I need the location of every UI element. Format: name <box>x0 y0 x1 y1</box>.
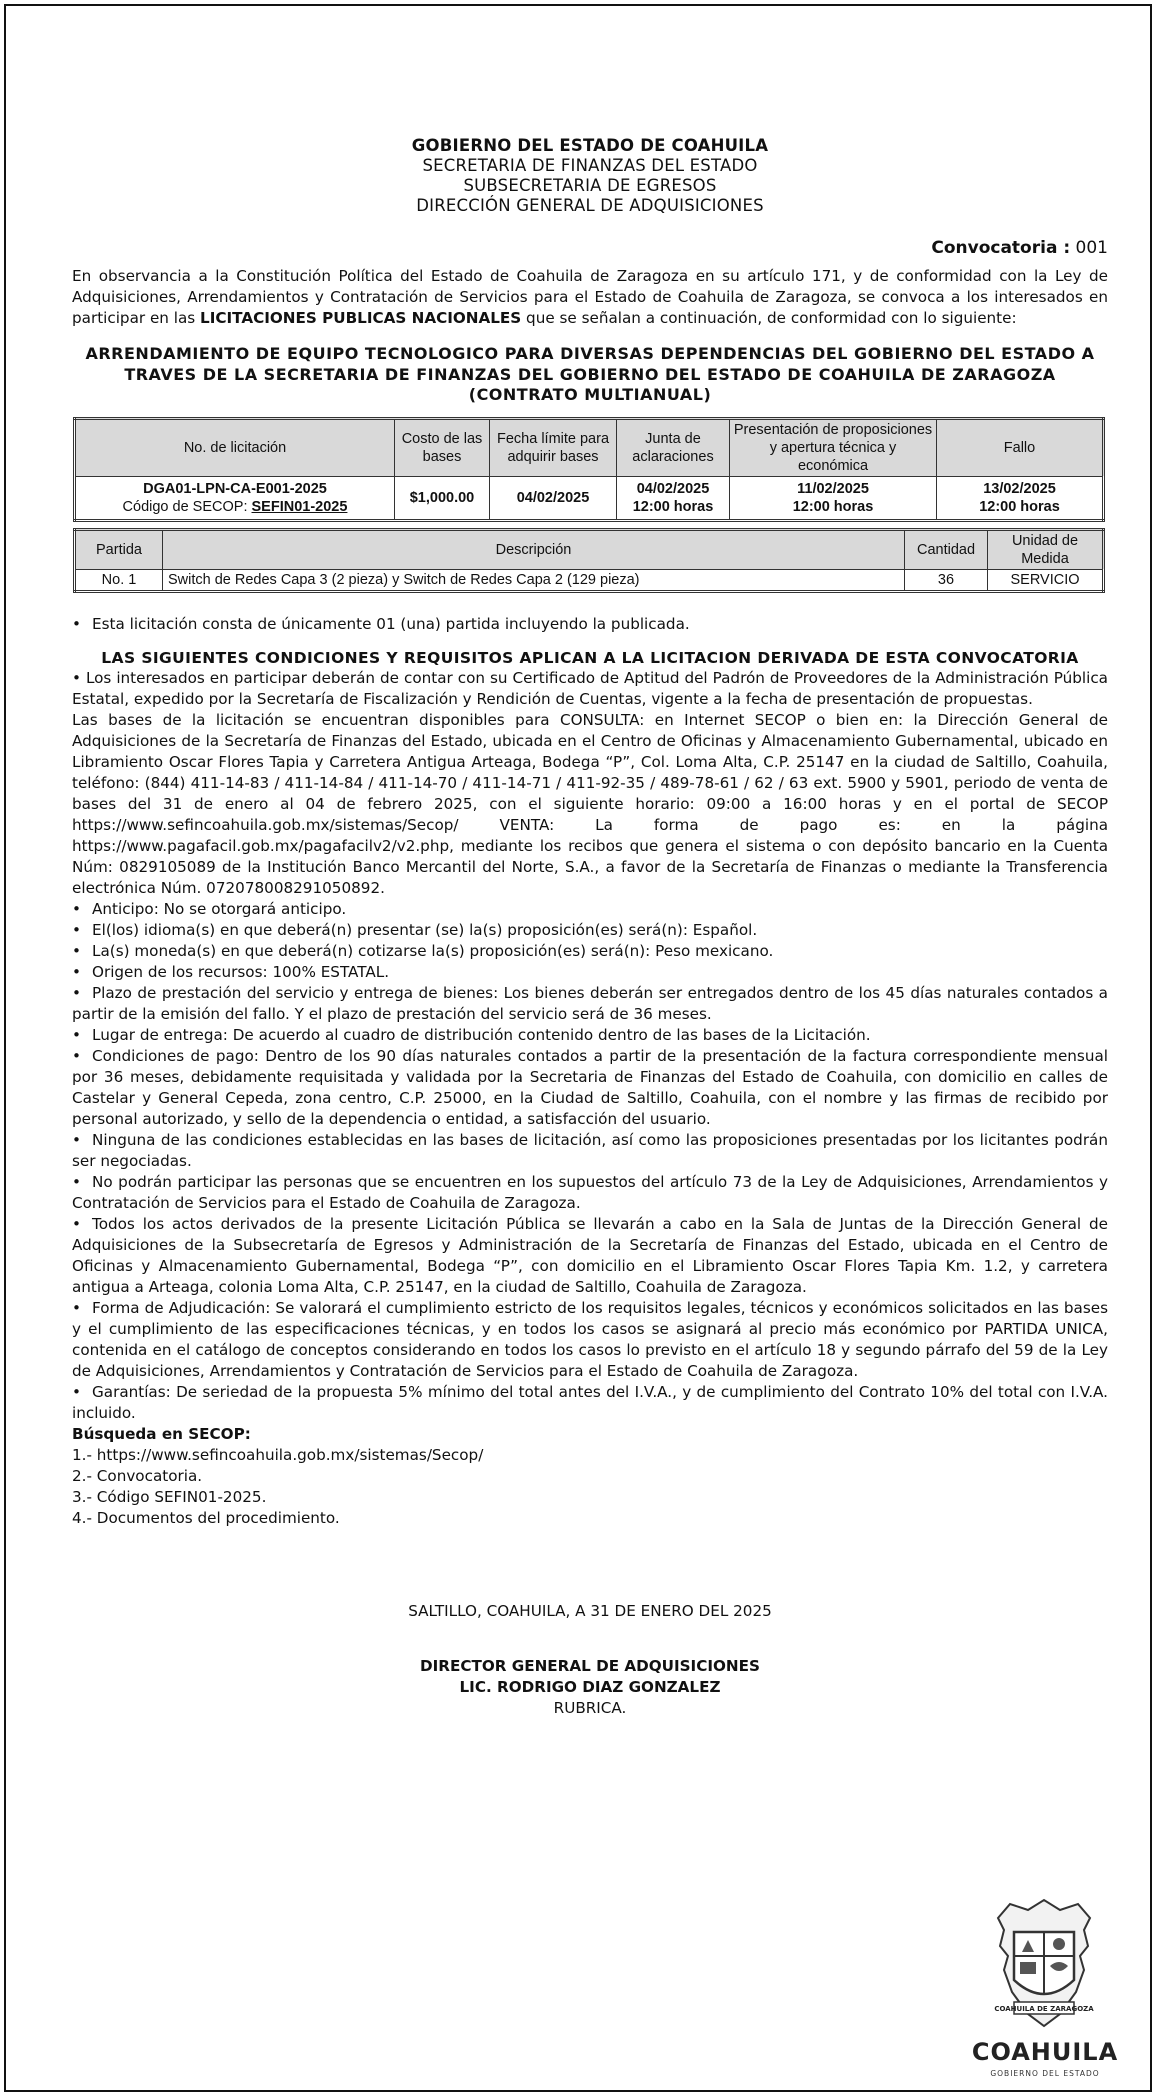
document-header <box>72 136 1108 216</box>
bullet-icon: • <box>72 1046 81 1065</box>
items-table <box>73 528 1105 593</box>
list-item <box>72 899 1108 920</box>
tender-title-line-3: (CONTRATO MULTIANUAL) <box>468 385 712 404</box>
list-item <box>72 1172 1108 1214</box>
tender-title <box>72 344 1108 406</box>
header-line-1: GOBIERNO DEL ESTADO DE COAHUILA <box>411 136 769 155</box>
cell-licitacion <box>75 476 395 520</box>
junta-time: 12:00 horas <box>632 498 714 515</box>
conditions-body <box>72 668 1108 1529</box>
conditions-title: LAS SIGUIENTES CONDICIONES Y REQUISITOS APLICAN A LA LICITACION DERIVADA DE ESTA CONVOCATORIA <box>101 648 1079 667</box>
list-item-text: Plazo de prestación del servicio y entrega de bienes: Los bienes deberán ser entregados dentro de los 45 días naturales contados a partir de la emisión del fallo. Y el plazo de prestación del servicio será de 36 meses. <box>72 983 1108 1023</box>
logo-subtitle: GOBIERNO DEL ESTADO <box>990 2069 1100 2078</box>
list-item-text: Garantías: De seriedad de la propuesta 5% mínimo del total antes del I.V.A., y de cumplimiento del Contrato 10% del total con I.V.A. incluido. <box>72 1382 1108 1422</box>
list-item-text: La(s) moneda(s) en que deberá(n) cotizarse la(s) proposición(es) será(n): Peso mexicano. <box>92 941 774 960</box>
col-fecha-limite: Fecha límite para adquirir bases <box>490 418 617 476</box>
convocatoria-number <box>72 238 1108 258</box>
bullet-icon: • <box>72 1382 81 1401</box>
col-descripcion: Descripción <box>163 529 905 569</box>
signer-name: LIC. RODRIGO DIAZ GONZALEZ <box>459 1677 721 1696</box>
header-line-4: DIRECCIÓN GENERAL DE ADQUISICIONES <box>416 196 764 215</box>
cell-descripcion: Switch de Redes Capa 3 (2 pieza) y Switch de Redes Capa 2 (129 pieza) <box>163 569 905 591</box>
col-cantidad: Cantidad <box>905 529 988 569</box>
list-item <box>72 1130 1108 1172</box>
fallo-time: 12:00 horas <box>979 498 1060 515</box>
bullet-icon: • <box>72 1025 81 1044</box>
list-item-text: Ninguna de las condiciones establecidas en las bases de licitación, así como las proposiciones presentadas por los licitantes podrán ser negociadas. <box>72 1130 1108 1170</box>
cell-fecha-limite: 04/02/2025 <box>490 476 617 520</box>
col-junta: Junta de aclaraciones <box>617 418 730 476</box>
secop-label: Código de SECOP: <box>122 498 248 515</box>
coat-of-arms-icon <box>988 1896 1100 2036</box>
list-item-text: Condiciones de pago: Dentro de los 90 días naturales contados a partir de la presentación de la factura correspondiente mensual por 36 meses, debidamente requisitada y validada por la Secretaria de Finanzas del Estado de Coahuila, con domicilio en calles de Castelar y General Cepeda, zona centro, C.P. 25000, en la Ciudad de Saltillo, Coahuila, con el nombre y las firmas de recibido por personal autorizado, y sello de la dependencia o entidad, a satisfacción del usuario. <box>72 1046 1108 1128</box>
list-item-text: Forma de Adjudicación: Se valorará el cumplimiento estricto de los requisitos legales, técnicos y económicos solicitados en las bases y el cumplimiento de las especificaciones técnicas, y en todos los casos se asignará al precio más económico por PARTIDA UNICA, contenida en el catálogo de conceptos considerando en todos los casos lo previsto en el artículo 18 y segundo párrafo del 59 de la Ley de Adquisiciones, Arrendamientos y Contratación de Servicios para el Estado de Coahuila de Zaragoza. <box>72 1298 1108 1380</box>
list-item <box>72 962 1108 983</box>
items-table-header-row <box>75 529 1104 569</box>
secop-search-title: Búsqueda en SECOP: <box>72 1424 251 1443</box>
bullet-icon: • <box>72 1298 81 1317</box>
list-item <box>72 1214 1108 1298</box>
bullet-icon: • <box>72 614 81 633</box>
cell-fallo <box>937 476 1104 520</box>
condition-paragraph-2: Las bases de la licitación se encuentran disponibles para CONSULTA: en Internet SECOP o bien en: la Dirección General de Adquisiciones de la Secretaría de Finanzas del Estado, ubicada en el Centro de Oficinas y Almacenamiento Gubernamental, ubicado en Libramiento Oscar Flores Tapia y Carretera Antigua Arteaga, Bodega “P”, Col. Loma Alta, C.P. 25147 en la ciudad de Saltillo, Coahuila, teléfono: (844) 411-14-83 / 411-14-84 / 411-14-70 / 411-14-71 / 411-92-35 / 489-78-61 / 62 / 63 ext. 5900 y 5901, periodo de venta de bases del 31 de enero al 04 de febrero 2025, con el siguiente horario: 09:00 a 16:00 horas y en el portal de SECOP https://www.sefincoahuila.gob.mx/sistemas/Secop/ VENTA: La forma de pago es: en la página https://www.pagafacil.gob.mx/pagafacilv2/v2.php, mediante los recibos que genera el sistema o con depósito bancario en la Cuenta Núm: 0829105089 de la Institución Banco Mercantil del Norte, S.A., a favor de la Secretaría de Finanzas o mediante la Transferencia electrónica Núm. 072078008291050892. <box>72 710 1108 897</box>
header-line-2: SECRETARIA DE FINANZAS DEL ESTADO <box>422 156 758 175</box>
col-partida: Partida <box>75 529 163 569</box>
bullet-icon: • <box>72 983 81 1002</box>
signature-block <box>72 1601 1108 1719</box>
cell-costo: $1,000.00 <box>395 476 490 520</box>
place-date: SALTILLO, COAHUILA, A 31 DE ENERO DEL 2025 <box>408 1601 772 1620</box>
intro-text-2: que se señalan a continuación, de conformidad con lo siguiente: <box>521 309 1017 327</box>
tender-title-line-1: ARRENDAMIENTO DE EQUIPO TECNOLOGICO PARA DIVERSAS DEPENDENCIAS DEL GOBIERNO DEL ESTADO A <box>85 344 1095 363</box>
licitacion-number: DGA01-LPN-CA-E001-2025 <box>143 480 327 497</box>
bullet-icon: • <box>72 1214 81 1233</box>
list-item <box>72 983 1108 1025</box>
coahuila-logo <box>970 1896 1120 2078</box>
list-item-text: No podrán participar las personas que se encuentren en los supuestos del artículo 73 de la Ley de Adquisiciones, Arrendamientos y Contratación de Servicios para el Estado de Coahuila de Zaragoza. <box>72 1172 1108 1212</box>
col-costo: Costo de las bases <box>395 418 490 476</box>
cell-junta <box>617 476 730 520</box>
secop-code: SEFIN01-2025 <box>251 498 348 515</box>
list-item <box>72 1046 1108 1130</box>
secop-search-step-3: 3.- Código SEFIN01-2025. <box>72 1487 267 1506</box>
bullet-icon: • <box>72 920 81 939</box>
col-fallo: Fallo <box>937 418 1104 476</box>
bullet-icon: • <box>72 941 81 960</box>
presentacion-date: 11/02/2025 <box>797 480 869 497</box>
header-line-3: SUBSECRETARIA DE EGRESOS <box>463 176 717 195</box>
bullet-icon: • <box>72 1130 81 1149</box>
bullet-icon: • <box>72 1172 81 1191</box>
bullet-icon: • <box>72 962 81 981</box>
intro-text-1: En observancia a la Constitución Política del Estado de Coahuila de Zaragoza en su artículo 171, y de conformidad con la Ley de Adquisiciones, Arrendamientos y Contratación de Servicios para el Estado de Coahuila de Zaragoza, se convoca a los interesados en participar en las <box>72 267 1108 327</box>
list-item <box>72 1298 1108 1382</box>
secop-search-step-1: 1.- https://www.sefincoahuila.gob.mx/sistemas/Secop/ <box>72 1445 484 1464</box>
secop-search-step-4: 4.- Documentos del procedimiento. <box>72 1508 340 1527</box>
document-body <box>72 136 1108 1719</box>
list-item <box>72 920 1108 941</box>
condition-paragraph-1: • Los interesados en participar deberán de contar con su Certificado de Aptitud del Padrón de Proveedores de la Administración Pública Estatal, expedido por la Secretaría de Fiscalización y Rendición de Cuentas, vigente a la fecha de presentación de propuestas. <box>72 668 1108 708</box>
list-item-text: Lugar de entrega: De acuerdo al cuadro de distribución contenido dentro de las bases de la Licitación. <box>92 1025 871 1044</box>
convocatoria-value: 001 <box>1075 238 1108 258</box>
list-item-text: Origen de los recursos: 100% ESTATAL. <box>92 962 390 981</box>
logo-name: COAHUILA <box>971 2038 1119 2066</box>
signer-role: DIRECTOR GENERAL DE ADQUISICIONES <box>420 1656 760 1675</box>
bid-schedule-table <box>73 417 1105 522</box>
bid-table-header-row <box>75 418 1104 476</box>
convocatoria-label: Convocatoria : <box>931 238 1071 258</box>
intro-paragraph <box>72 266 1108 329</box>
seal-text: COAHUILA DE ZARAGOZA <box>994 2005 1094 2013</box>
conditions-list <box>72 899 1108 1424</box>
junta-date: 04/02/2025 <box>636 480 710 497</box>
cell-presentacion <box>730 476 937 520</box>
presentacion-time: 12:00 horas <box>792 498 874 515</box>
partida-note <box>72 615 1108 633</box>
cell-cantidad: 36 <box>905 569 988 591</box>
list-item <box>72 1382 1108 1424</box>
fallo-date: 13/02/2025 <box>983 480 1056 497</box>
bullet-icon: • <box>72 899 81 918</box>
tender-title-line-2: TRAVES DE LA SECRETARIA DE FINANZAS DEL GOBIERNO DEL ESTADO DE COAHUILA DE ZARAGOZA <box>124 364 1056 384</box>
table-row <box>75 569 1104 591</box>
rubrica: RUBRICA. <box>553 1698 627 1717</box>
cell-unidad: SERVICIO <box>988 569 1104 591</box>
secop-search-step-2: 2.- Convocatoria. <box>72 1466 203 1485</box>
list-item-text: Anticipo: No se otorgará anticipo. <box>92 899 347 918</box>
col-unidad: Unidad de Medida <box>988 529 1104 569</box>
intro-bold: LICITACIONES PUBLICAS NACIONALES <box>200 309 522 327</box>
bid-table-row <box>75 476 1104 520</box>
col-licitacion: No. de licitación <box>75 418 395 476</box>
list-item <box>72 1025 1108 1046</box>
partida-note-text: Esta licitación consta de únicamente 01 (una) partida incluyendo la publicada. <box>92 614 690 633</box>
list-item <box>72 941 1108 962</box>
list-item-text: El(los) idioma(s) en que deberá(n) presentar (se) la(s) proposición(es) será(n): Español. <box>92 920 758 939</box>
col-presentacion: Presentación de proposiciones y apertura técnica y económica <box>730 418 937 476</box>
cell-partida: No. 1 <box>75 569 163 591</box>
list-item-text: Todos los actos derivados de la presente Licitación Pública se llevarán a cabo en la Sala de Juntas de la Dirección General de Adquisiciones de la Subsecretaría de Egresos y Administración de la Secretaría de Finanzas del Estado, ubicada en el Centro de Oficinas y Almacenamiento Gubernamental, Bodega “P”, con domicilio en el Libramiento Oscar Flores Tapia Km. 1.2, y carretera antigua a Arteaga, colonia Loma Alta, C.P. 25147, en la ciudad de Saltillo, Coahuila de Zaragoza. <box>72 1214 1108 1296</box>
